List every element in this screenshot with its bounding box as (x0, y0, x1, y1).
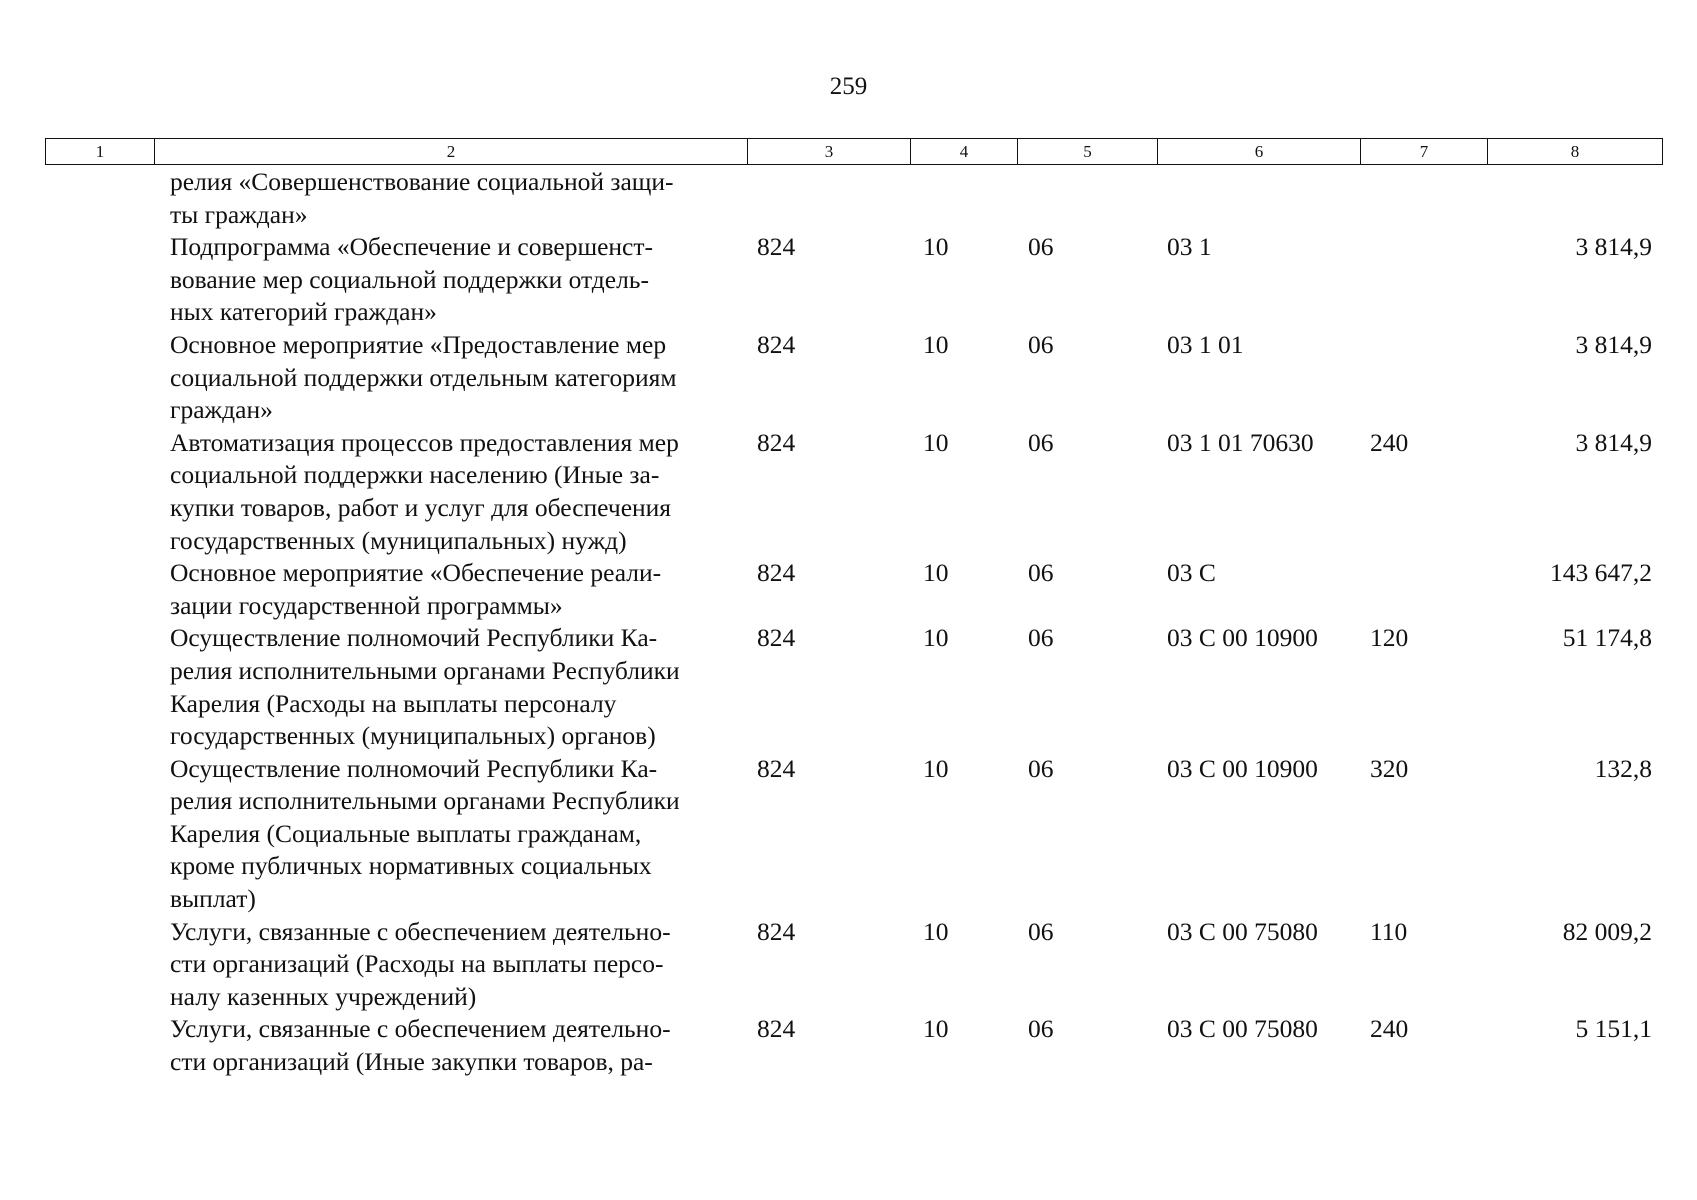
row-expense-type-code: 120 (1370, 623, 1409, 653)
row-target-article-code: 03 1 (1167, 232, 1212, 262)
row-ministry-code: 824 (757, 329, 796, 359)
row-name-line: Основное мероприятие «Обеспечение реали- (170, 558, 662, 588)
row-ministry-code: 824 (757, 1014, 796, 1044)
header-col-3: 3 (748, 139, 911, 165)
row-target-article-code: 03 1 01 (1167, 329, 1244, 359)
table-row (45, 622, 1662, 752)
row-name (45, 231, 747, 329)
row-name-line: Услуги, связанные с обеспечением деятельно- (170, 1014, 671, 1044)
row-name-line: граждан» (170, 395, 273, 425)
row-expense-type-code (1360, 166, 1487, 231)
row-name-line: ты граждан» (170, 199, 308, 229)
row-name-line: налу казенных учреждений) (170, 981, 477, 1011)
row-name-line: Карелия (Расходы на выплаты персоналу (170, 688, 617, 718)
row-amount: 5 151,1 (1575, 1014, 1652, 1044)
row-amount: 143 647,2 (1550, 558, 1652, 588)
table-row (45, 753, 1662, 916)
table-row (45, 1013, 1662, 1078)
row-subsection-code: 06 (1028, 1014, 1054, 1044)
row-section-code: 10 (923, 916, 949, 946)
row-section-code: 10 (923, 232, 949, 262)
row-target-article-code: 03 С 00 10900 (1167, 623, 1318, 653)
row-name-line: Автоматизация процессов предоставления мер (170, 427, 679, 457)
row-amount: 3 814,9 (1575, 329, 1652, 359)
row-name-line: купки товаров, работ и услуг для обеспечения (170, 492, 672, 522)
table-row (45, 557, 1662, 622)
row-name-line: Осуществление полномочий Республики Ка- (170, 623, 658, 653)
row-name-line: релия «Совершенствование социальной защи- (170, 167, 674, 196)
row-name-line: государственных (муниципальных) нужд) (170, 525, 627, 555)
row-target-article-code (1157, 166, 1360, 231)
table-row (45, 427, 1662, 557)
header-col-8: 8 (1488, 139, 1663, 165)
row-name-line: кроме публичных нормативных социальных (170, 851, 652, 881)
row-amount: 3 814,9 (1575, 232, 1652, 262)
row-name-line: социальной поддержки населению (Иные за- (170, 460, 660, 490)
row-name-line: Карелия (Социальные выплаты гражданам, (170, 818, 642, 848)
row-name-line: ных категорий граждан» (170, 297, 437, 327)
row-subsection-code: 06 (1028, 329, 1054, 359)
row-name-line: сти организаций (Расходы на выплаты персо- (170, 949, 664, 979)
row-section-code: 10 (923, 1014, 949, 1044)
row-ministry-code: 824 (757, 623, 796, 653)
row-name-line: релия исполнительными органами Республики (170, 655, 680, 685)
row-target-article-code: 03 С (1167, 558, 1216, 588)
row-subsection-code: 06 (1028, 558, 1054, 588)
row-target-article-code: 03 1 01 70630 (1167, 427, 1314, 457)
header-col-2: 2 (155, 139, 748, 165)
header-col-4: 4 (911, 139, 1018, 165)
row-name (45, 1013, 747, 1078)
row-target-article-code: 03 С 00 10900 (1167, 753, 1318, 783)
row-name (45, 753, 747, 916)
row-ministry-code: 824 (757, 916, 796, 946)
row-ministry-code: 824 (757, 558, 796, 588)
row-section-code (910, 166, 1017, 231)
row-name-line: государственных (муниципальных) органов) (170, 721, 656, 751)
row-expense-type-code: 240 (1370, 427, 1409, 457)
row-section-code: 10 (923, 753, 949, 783)
table-row (45, 916, 1662, 1014)
row-name (45, 166, 747, 231)
row-ministry-code: 824 (757, 427, 796, 457)
row-target-article-code: 03 С 00 75080 (1167, 916, 1318, 946)
row-amount: 132,8 (1594, 753, 1652, 783)
row-name-line: Подпрограмма «Обеспечение и совершенст- (170, 232, 654, 262)
row-name-line: релия исполнительными органами Республики (170, 786, 680, 816)
row-name (45, 427, 747, 557)
row-section-code: 10 (923, 329, 949, 359)
row-amount: 51 174,8 (1562, 623, 1652, 653)
row-name-line: сти организаций (Иные закупки товаров, ра- (170, 1047, 653, 1077)
row-name-line: социальной поддержки отдельным категориям (170, 362, 677, 392)
page-number: 259 (829, 73, 868, 100)
column-number-header (45, 138, 1663, 165)
header-col-5: 5 (1018, 139, 1158, 165)
row-name (45, 622, 747, 752)
row-ministry-code: 824 (757, 232, 796, 262)
row-target-article-code: 03 С 00 75080 (1167, 1014, 1318, 1044)
row-name (45, 557, 747, 622)
row-section-code: 10 (923, 427, 949, 457)
row-amount: 3 814,9 (1575, 427, 1652, 457)
row-name-line: вование мер социальной поддержки отдель- (170, 264, 649, 294)
row-subsection-code: 06 (1028, 232, 1054, 262)
row-section-code: 10 (923, 623, 949, 653)
row-expense-type-code: 240 (1370, 1014, 1409, 1044)
row-expense-type-code (1360, 231, 1487, 329)
row-name (45, 916, 747, 1014)
row-subsection-code: 06 (1028, 753, 1054, 783)
table-row (45, 231, 1662, 329)
row-name (45, 329, 747, 427)
row-name-line: Осуществление полномочий Республики Ка- (170, 753, 658, 783)
row-ministry-code: 824 (757, 753, 796, 783)
header-col-6: 6 (1158, 139, 1361, 165)
row-section-code: 10 (923, 558, 949, 588)
header-row (46, 139, 1663, 165)
row-amount (1487, 166, 1662, 231)
row-subsection-code: 06 (1028, 623, 1054, 653)
budget-table (45, 166, 1662, 1079)
table-row (45, 166, 1662, 231)
row-name-line: Основное мероприятие «Предоставление мер (170, 329, 667, 359)
header-col-1: 1 (46, 139, 155, 165)
row-subsection-code: 06 (1028, 427, 1054, 457)
row-name-line: зации государственной программы» (170, 590, 563, 620)
header-col-7: 7 (1361, 139, 1488, 165)
row-expense-type-code (1360, 557, 1487, 622)
table-row (45, 329, 1662, 427)
row-subsection-code: 06 (1028, 916, 1054, 946)
row-expense-type-code: 110 (1370, 916, 1408, 946)
row-subsection-code (1017, 166, 1157, 231)
row-expense-type-code: 320 (1370, 753, 1409, 783)
row-amount: 82 009,2 (1562, 916, 1652, 946)
row-name-line: выплат) (170, 884, 256, 914)
row-expense-type-code (1360, 329, 1487, 427)
row-name-line: Услуги, связанные с обеспечением деятельно- (170, 916, 671, 946)
row-ministry-code (747, 166, 910, 231)
